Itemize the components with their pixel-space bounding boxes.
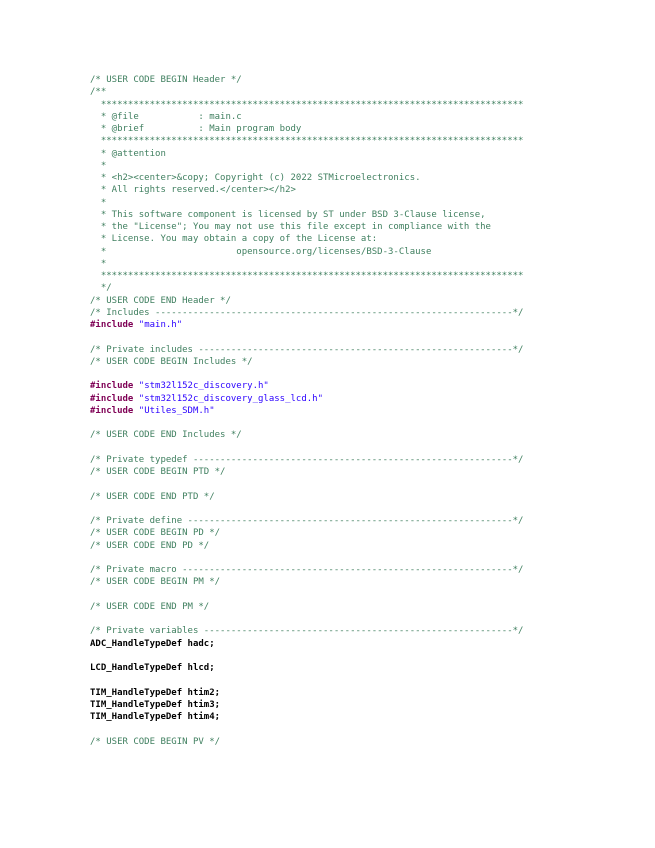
- comment-line: ******************************************************************************: [90, 99, 524, 110]
- include-directive: #include: [90, 320, 134, 330]
- comment-line: ******************************************************************************: [90, 271, 524, 281]
- blank-line: [90, 478, 523, 490]
- comment-line: /* USER CODE END Header */: [90, 295, 231, 306]
- blank-line: [90, 613, 523, 625]
- comment-line: /* Private define ------------------------------------------------------------*/: [90, 516, 524, 526]
- comment-line: /**: [90, 87, 107, 98]
- include-line: [90, 405, 523, 417]
- comment-line: * All rights reserved.</center></h2>: [90, 185, 296, 196]
- include-file-string: "stm32l152c_discovery.h": [133, 381, 269, 392]
- comment-line: /* USER CODE END Includes */: [90, 430, 242, 441]
- comment-line: */: [90, 283, 112, 294]
- include-file-string: "Utiles_SDM.h": [133, 405, 215, 416]
- comment-line: /* Private includes ----------------------------------------------------------*/: [90, 344, 524, 355]
- comment-line: * License. You may obtain a copy of the License at:: [90, 234, 378, 245]
- variable-declaration-line: LCD_HandleTypeDef hlcd;: [90, 663, 215, 673]
- comment-line: /* USER CODE BEGIN PD */: [90, 528, 221, 539]
- comment-line: /* Private macro -------------------------------------------------------------*/: [90, 565, 524, 575]
- include-directive: #include: [90, 405, 134, 416]
- include-directive: #include: [90, 393, 134, 404]
- comment-line: * This software component is licensed by ST under BSD 3-Clause license,: [90, 209, 486, 220]
- blank-line: [90, 417, 523, 429]
- include-file-string: "stm32l152c_discovery_glass_lcd.h": [133, 393, 324, 404]
- comment-line: /* USER CODE BEGIN Includes */: [90, 356, 253, 367]
- include-line: [90, 393, 523, 405]
- include-line: [90, 380, 523, 392]
- blank-line: [90, 589, 523, 601]
- blank-line: [90, 442, 523, 454]
- variable-declaration-line: ADC_HandleTypeDef hadc;: [90, 638, 215, 649]
- variable-declaration-line: TIM_HandleTypeDef htim2;: [90, 687, 221, 698]
- blank-line: [90, 650, 523, 662]
- blank-line: [90, 503, 523, 515]
- comment-line: *: [90, 160, 107, 171]
- comment-line: /* Private typedef -----------------------------------------------------------*/: [90, 454, 524, 465]
- blank-line: [90, 368, 523, 380]
- comment-line: /* USER CODE END PM */: [90, 601, 210, 612]
- include-directive: #include: [90, 381, 134, 392]
- comment-line: /* USER CODE END PTD */: [90, 491, 215, 502]
- comment-line: * opensource.org/licenses/BSD-3-Clause: [90, 246, 432, 257]
- variable-declaration-line: TIM_HandleTypeDef htim4;: [90, 712, 221, 722]
- comment-line: * <h2><center>&copy; Copyright (c) 2022 STMicroelectronics.: [90, 173, 421, 183]
- comment-line: * @file : main.c: [90, 111, 242, 122]
- include-file-string: "main.h": [133, 320, 183, 330]
- comment-line: /* USER CODE BEGIN PTD */: [90, 467, 226, 477]
- blank-line: [90, 723, 523, 735]
- comment-line: /* USER CODE BEGIN PM */: [90, 577, 221, 588]
- comment-line: *: [90, 258, 107, 269]
- blank-line: [90, 674, 523, 686]
- blank-line: [90, 552, 523, 564]
- comment-line: * @attention: [90, 148, 166, 159]
- comment-line: /* USER CODE END PD */: [90, 540, 210, 551]
- comment-line: /* Includes ------------------------------------------------------------------*/: [90, 307, 524, 318]
- variable-declaration-line: TIM_HandleTypeDef htim3;: [90, 699, 221, 710]
- comment-line: * @brief : Main program body: [90, 124, 302, 134]
- blank-line: [90, 331, 523, 343]
- include-line: [90, 319, 523, 331]
- source-code-listing: [90, 74, 523, 748]
- comment-line: /* USER CODE BEGIN Header */: [90, 75, 242, 85]
- comment-line: /* USER CODE BEGIN PV */: [90, 736, 221, 747]
- comment-line: *: [90, 197, 107, 208]
- comment-line: ******************************************************************************: [90, 136, 524, 147]
- comment-line: * the "License"; You may not use this file except in compliance with the: [90, 222, 491, 232]
- comment-line: /* Private variables ---------------------------------------------------------*/: [90, 626, 524, 637]
